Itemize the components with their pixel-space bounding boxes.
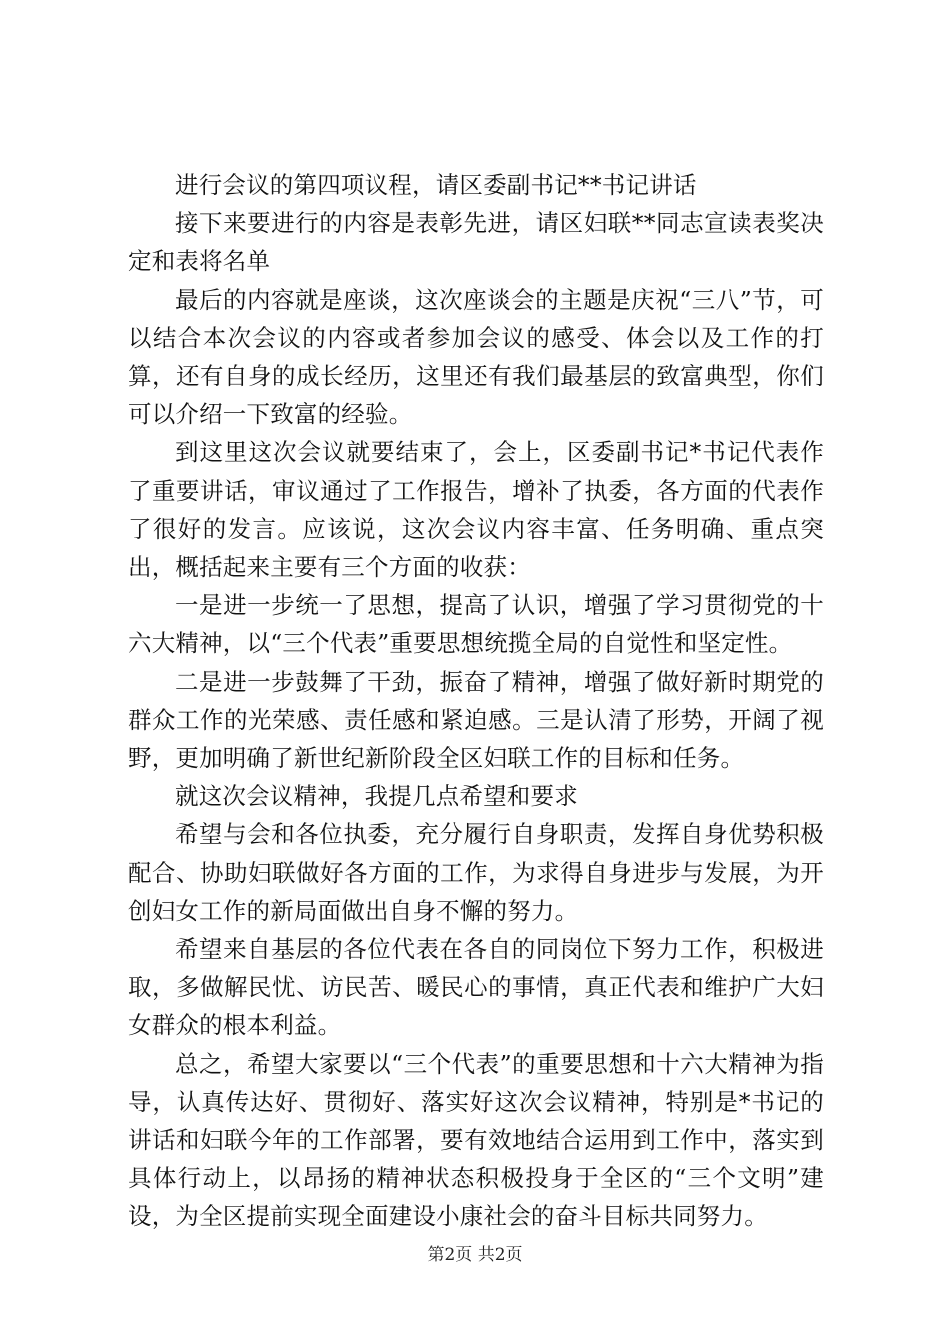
paragraph-agenda-item-four: 进行会议的第四项议程，请区委副书记**书记讲话 — [175, 171, 697, 199]
paragraph-commendation: 接下来要进行的内容是表彰先进，请区妇联**同志宣读表奖决定和表将名单 — [128, 209, 824, 276]
document-body — [128, 166, 824, 1236]
page-number-label: 第2页 共2页 — [427, 1245, 523, 1265]
paragraph-gain-one: 一是进一步统一了思想，提高了认识，增强了学习贯彻党的十六大精神，以“三个代表”重要思想统揽全局的自觉性和坚定性。 — [128, 591, 824, 658]
paragraph-hope-representatives: 希望来自基层的各位代表在各自的同岗位下努力工作，积极进取，多做解民忧、访民苦、暖民心的事情，真正代表和维护广大妇女群众的根本利益。 — [128, 935, 824, 1040]
paragraph-meeting-summary: 到这里这次会议就要结束了，会上，区委副书记*书记代表作了重要讲话，审议通过了工作报告，增补了执委，各方面的代表作了很好的发言。应该说，这次会议内容丰富、任务明确、重点突出，概括起来主要有三个方面的收获： — [128, 438, 824, 582]
paragraph-conclusion: 总之，希望大家要以“三个代表”的重要思想和十六大精神为指导，认真传达好、贯彻好、落实好这次会议精神，特别是*书记的讲话和妇联今年的工作部署，要有效地结合运用到工作中，落实到具体行动上，以昂扬的精神状态积极投身于全区的“三个文明”建设，为全区提前实现全面建设小康社会的奋斗目标共同努力。 — [128, 1049, 824, 1231]
paragraph-hope-executives: 希望与会和各位执委，充分履行自身职责，发挥自身优势积极配合、协助妇联做好各方面的工作，为求得自身进步与发展，为开创妇女工作的新局面做出自身不懈的努力。 — [128, 820, 824, 925]
paragraph-requirements-intro: 就这次会议精神，我提几点希望和要求 — [175, 782, 578, 811]
paragraph-gain-two-three: 二是进一步鼓舞了干劲，振奋了精神，增强了做好新时期党的群众工作的光荣感、责任感和紧迫感。三是认清了形势，开阔了视野，更加明确了新世纪新阶段全区妇联工作的目标和任务。 — [128, 667, 824, 773]
page-footer — [0, 1244, 950, 1266]
paragraph-symposium: 最后的内容就是座谈，这次座谈会的主题是庆祝“三八”节，可以结合本次会议的内容或者参加会议的感受、体会以及工作的打算，还有自身的成长经历，这里还有我们最基层的致富典型，你们可以介绍一下致富的经验。 — [128, 285, 824, 429]
